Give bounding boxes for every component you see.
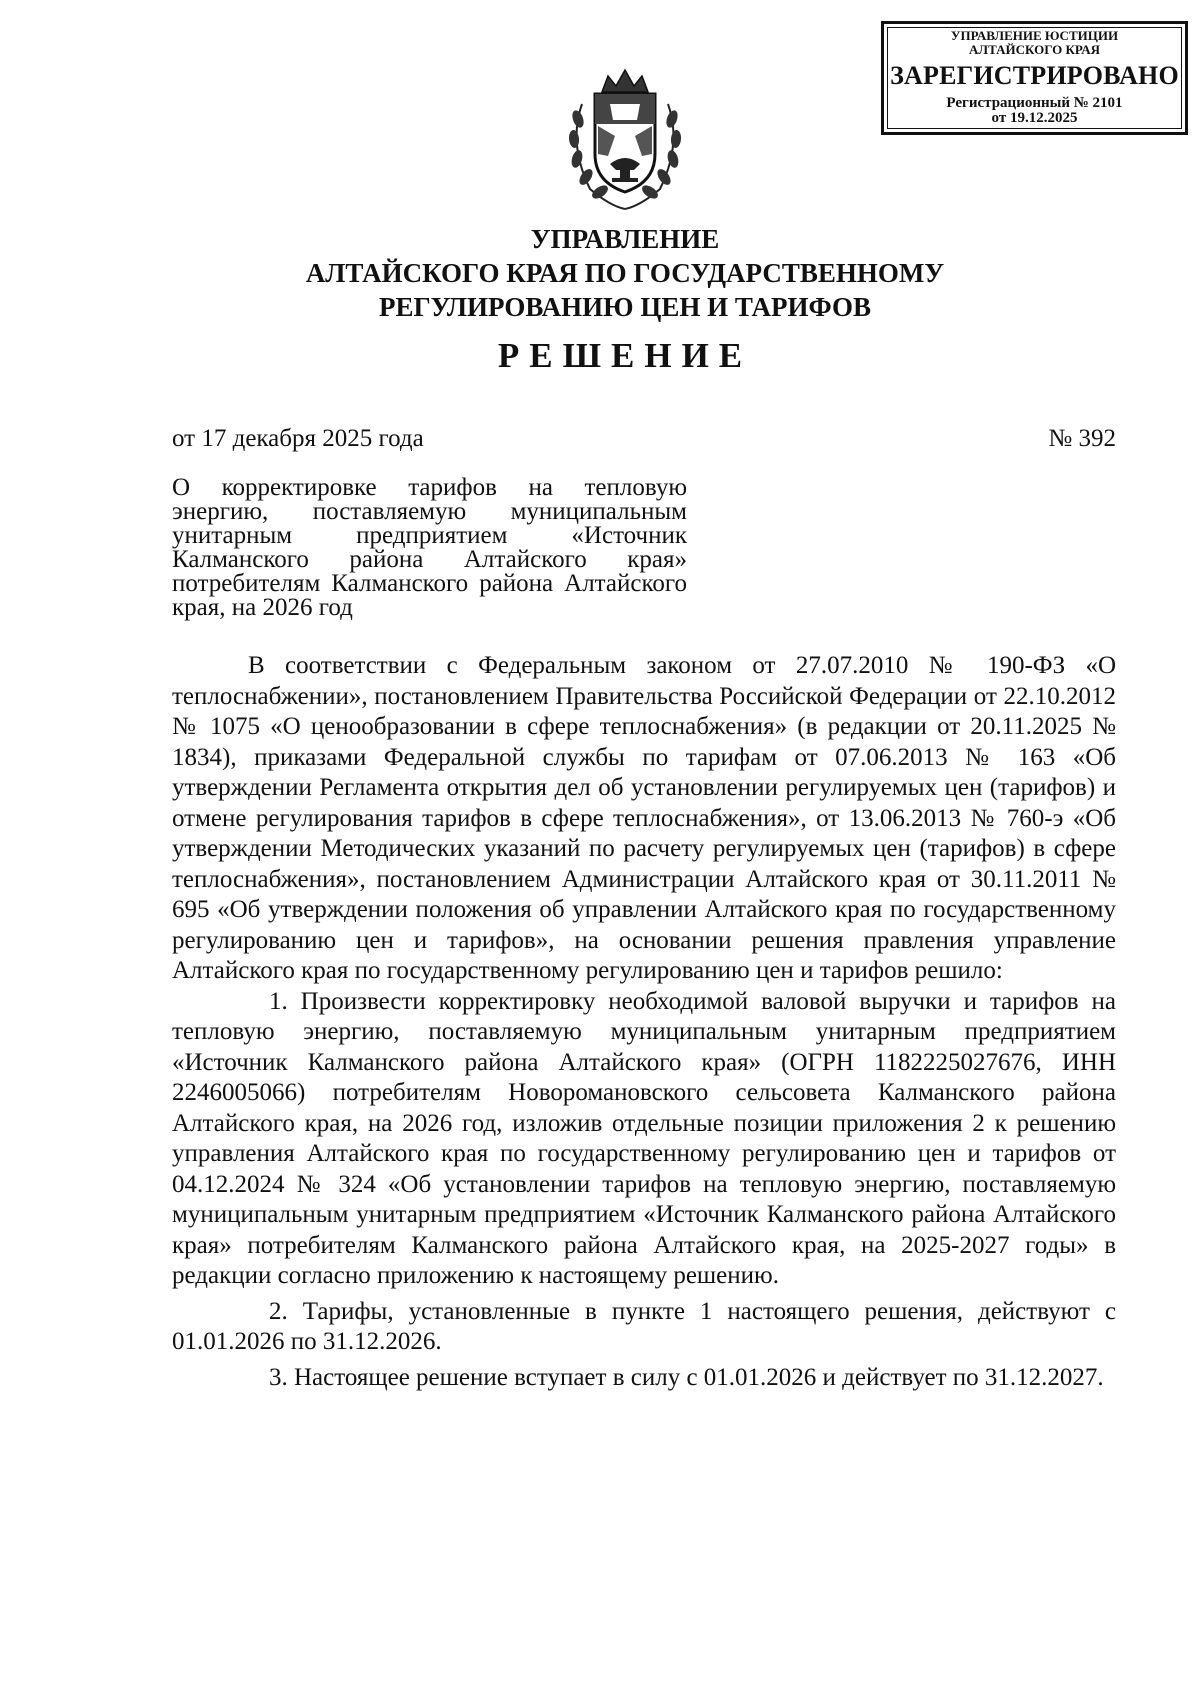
stamp-org-line2: АЛТАЙСКОГО КРАЯ bbox=[969, 41, 1100, 57]
document-title: РЕШЕНИЕ bbox=[497, 336, 753, 375]
issuing-authority bbox=[160, 222, 1090, 324]
body-paragraph-item-2: 2. Тарифы, установленные в пункте 1 настоящего решения, действуют с 01.01.2026 по 31.12.2026. bbox=[172, 1297, 1116, 1355]
body-paragraph-preamble: В соответствии с Федеральным законом от 27.07.2010 № 190-ФЗ «О теплоснабжении», постановлением Правительства Российской Федерации от 22.10.2012 № 1075 «О ценообразовании в сфере теплоснабжения» (в редакции от 20.11.2025 № 1834), приказами Федеральной службы по тарифам от 07.06.2013 № 163 «Об утверждении Регламента открытия дел об установлении регулируемых цен (тарифов) и отмене регулирования тарифов в сфере теплоснабжения», от 13.06.2013 № 760-э «Об утверждении Методических указаний по расчету регулируемых цен (тарифов) в сфере теплоснабжения», постановлением Администрации Алтайского края от 30.11.2011 № 695 «Об утверждении положения об управлении Алтайского края по государственному регулированию цен и тарифов», на основании решения правления управление Алтайского края по государственному регулированию цен и тарифов решило: bbox=[172, 652, 1116, 984]
stamp-org-line1: УПРАВЛЕНИЕ ЮСТИЦИИ bbox=[950, 28, 1119, 43]
date-number-line bbox=[172, 425, 1116, 453]
authority-line1: УПРАВЛЕНИЕ bbox=[530, 224, 720, 254]
stamp-reg-number: Регистрационный № 2101 bbox=[946, 94, 1123, 111]
stamp-status: ЗАРЕГИСТРИРОВАНО bbox=[890, 61, 1179, 91]
stamp-reg-date: от 19.12.2025 bbox=[991, 110, 1078, 127]
registration-stamp bbox=[881, 21, 1188, 135]
authority-line2: АЛТАЙСКОГО КРАЯ ПО ГОСУДАРСТВЕННОМУ bbox=[305, 258, 945, 288]
body-paragraph-item-3: 3. Настоящее решение вступает в силу с 01.01.2026 и действует по 31.12.2027. bbox=[269, 1363, 1104, 1391]
authority-line3: РЕГУЛИРОВАНИЮ ЦЕН И ТАРИФОВ bbox=[378, 292, 872, 322]
stamp-inner-border bbox=[887, 27, 1182, 129]
coat-of-arms-icon bbox=[560, 64, 690, 214]
body-paragraph-item-1: 1. Произвести корректировку необходимой валовой выручки и тарифов на тепловую энергию, поставляемую муниципальным унитарным предприятием «Источник Калманского района Алтайского края» (ОГРН 1182225027676, ИНН 2246005066) потребителям Новоромановского сельсовета Калманского района Алтайского края, на 2026 год, изложив отдельные позиции приложения 2 к решению управления Алтайского края по государственному регулированию цен и тарифов от 04.12.2024 № 324 «Об установлении тарифов на тепловую энергию, поставляемую муниципальным унитарным предприятием «Источник Калманского района Алтайского края» потребителям Калманского района Алтайского края, на 2025-2027 годы» в редакции согласно приложению к настоящему решению. bbox=[172, 987, 1116, 1289]
document-body bbox=[172, 651, 1116, 1393]
document-subject: О корректировке тарифов на тепловую энергию, поставляемую муниципальным унитарным предприятием «Источник Калманского района Алтайского края» потребителям Калманского района Алтайского края, на 2026 год bbox=[172, 474, 687, 621]
document-number: № 392 bbox=[1048, 425, 1116, 452]
document-date: от 17 декабря 2025 года bbox=[172, 425, 424, 452]
